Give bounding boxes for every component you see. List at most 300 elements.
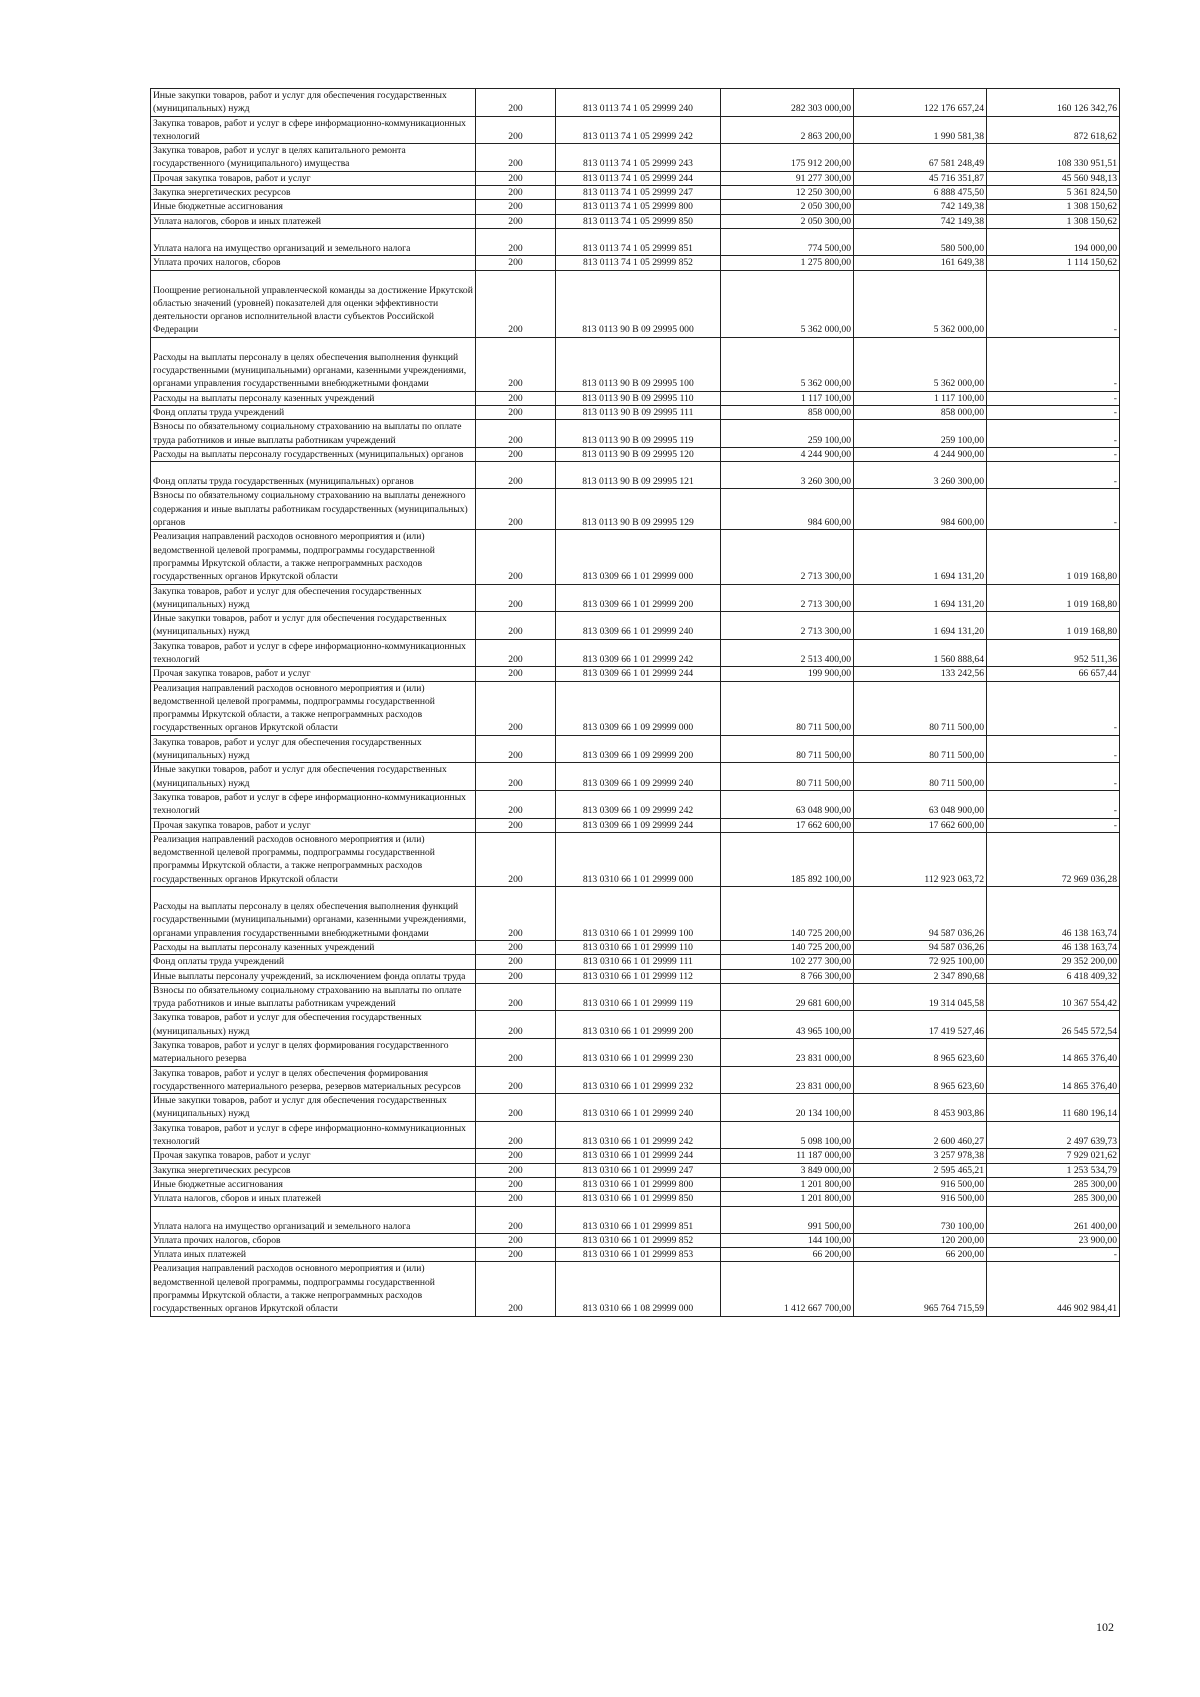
table-row (151, 584, 1120, 612)
budget-code-cell: 813 0113 90 В 09 29995 121 (556, 462, 721, 489)
unexecuted-amount-cell: 108 330 951,51 (987, 144, 1120, 172)
approved-amount-cell: 4 244 900,00 (721, 447, 854, 461)
expense-name-cell: Реализация направлений расходов основного мероприятия и (или) ведомственной целевой программы, подпрограммы государственной программы Иркутской области, а также непрограммных расходов государственных органов Иркутской области (151, 832, 476, 886)
budget-code-cell: 813 0309 66 1 09 29999 242 (556, 790, 721, 818)
expense-name-cell: Уплата налогов, сборов и иных платежей (151, 1192, 476, 1206)
unexecuted-amount-cell: 6 418 409,32 (987, 969, 1120, 983)
table-row (151, 818, 1120, 832)
budget-code-cell: 813 0113 74 1 05 29999 240 (556, 89, 721, 117)
budget-code-cell: 813 0309 66 1 09 29999 200 (556, 735, 721, 763)
unexecuted-amount-cell: - (987, 420, 1120, 448)
table-row (151, 790, 1120, 818)
executed-amount-cell: 72 925 100,00 (854, 955, 987, 969)
approved-amount-cell: 2 050 300,00 (721, 214, 854, 228)
table-row (151, 639, 1120, 667)
expense-type-cell: 200 (476, 171, 556, 185)
executed-amount-cell: 112 923 063,72 (854, 832, 987, 886)
expense-name-cell: Поощрение региональной управленческой команды за достижение Иркутской областью значений (уровней) показателей для оценки эффективности деятельности органов исполнительной власти субъектов Российской Федерации (151, 270, 476, 337)
table-row (151, 144, 1120, 172)
expense-type-cell: 200 (476, 214, 556, 228)
expense-name-cell: Иные закупки товаров, работ и услуг для обеспечения государственных (муниципальных) нужд (151, 89, 476, 117)
approved-amount-cell: 80 711 500,00 (721, 735, 854, 763)
executed-amount-cell: 1 694 131,20 (854, 584, 987, 612)
unexecuted-amount-cell: 66 657,44 (987, 667, 1120, 681)
budget-code-cell: 813 0113 74 1 05 29999 852 (556, 256, 721, 270)
expense-name-cell: Уплата налога на имущество организаций и земельного налога (151, 228, 476, 255)
budget-execution-table (150, 88, 1120, 1317)
expense-type-cell: 200 (476, 1248, 556, 1262)
unexecuted-amount-cell: 160 126 342,76 (987, 89, 1120, 117)
budget-code-cell: 813 0113 90 В 09 29995 120 (556, 447, 721, 461)
expense-type-cell: 200 (476, 1233, 556, 1247)
executed-amount-cell: 3 257 978,38 (854, 1149, 987, 1163)
executed-amount-cell: 17 419 527,46 (854, 1011, 987, 1039)
expense-name-cell: Иные бюджетные ассигнования (151, 1177, 476, 1191)
unexecuted-amount-cell: 952 511,36 (987, 639, 1120, 667)
expense-name-cell: Фонд оплаты труда государственных (муниципальных) органов (151, 462, 476, 489)
table-row (151, 612, 1120, 640)
expense-type-cell: 200 (476, 790, 556, 818)
unexecuted-amount-cell: 1 019 168,80 (987, 584, 1120, 612)
expense-type-cell: 200 (476, 1262, 556, 1316)
executed-amount-cell: 67 581 248,49 (854, 144, 987, 172)
unexecuted-amount-cell: 1 019 168,80 (987, 612, 1120, 640)
table-row (151, 391, 1120, 405)
expense-type-cell: 200 (476, 270, 556, 337)
unexecuted-amount-cell: - (987, 405, 1120, 419)
table-row (151, 735, 1120, 763)
approved-amount-cell: 1 201 800,00 (721, 1192, 854, 1206)
expense-type-cell: 200 (476, 584, 556, 612)
budget-code-cell: 813 0310 66 1 01 29999 240 (556, 1094, 721, 1122)
expense-type-cell: 200 (476, 489, 556, 530)
approved-amount-cell: 991 500,00 (721, 1206, 854, 1233)
expense-name-cell: Взносы по обязательному социальному страхованию на выплаты по оплате труда работников и иные выплаты работникам учреждений (151, 983, 476, 1011)
expense-type-cell: 200 (476, 1066, 556, 1094)
expense-name-cell: Иные закупки товаров, работ и услуг для обеспечения государственных (муниципальных) нужд (151, 763, 476, 791)
table-row (151, 1094, 1120, 1122)
expense-name-cell: Закупка товаров, работ и услуг для обеспечения государственных (муниципальных) нужд (151, 584, 476, 612)
approved-amount-cell: 80 711 500,00 (721, 763, 854, 791)
expense-name-cell: Закупка товаров, работ и услуг в сфере информационно-коммуникационных технологий (151, 1121, 476, 1149)
approved-amount-cell: 858 000,00 (721, 405, 854, 419)
unexecuted-amount-cell: 2 497 639,73 (987, 1121, 1120, 1149)
executed-amount-cell: 63 048 900,00 (854, 790, 987, 818)
table-row (151, 89, 1120, 117)
expense-type-cell: 200 (476, 955, 556, 969)
expense-type-cell: 200 (476, 1192, 556, 1206)
expense-name-cell: Прочая закупка товаров, работ и услуг (151, 818, 476, 832)
unexecuted-amount-cell: 1 114 150,62 (987, 256, 1120, 270)
budget-code-cell: 813 0113 74 1 05 29999 243 (556, 144, 721, 172)
executed-amount-cell: 19 314 045,58 (854, 983, 987, 1011)
expense-name-cell: Закупка товаров, работ и услуг в сфере информационно-коммуникационных технологий (151, 639, 476, 667)
table-row (151, 1248, 1120, 1262)
unexecuted-amount-cell: - (987, 818, 1120, 832)
expense-type-cell: 200 (476, 1121, 556, 1149)
expense-name-cell: Расходы на выплаты персоналу государственных (муниципальных) органов (151, 447, 476, 461)
budget-code-cell: 813 0113 74 1 05 29999 242 (556, 116, 721, 144)
unexecuted-amount-cell: 7 929 021,62 (987, 1149, 1120, 1163)
table-row (151, 1192, 1120, 1206)
executed-amount-cell: 133 242,56 (854, 667, 987, 681)
expense-name-cell: Иные закупки товаров, работ и услуг для обеспечения государственных (муниципальных) нужд (151, 612, 476, 640)
approved-amount-cell: 29 681 600,00 (721, 983, 854, 1011)
table-row (151, 462, 1120, 489)
approved-amount-cell: 80 711 500,00 (721, 681, 854, 735)
table-row (151, 667, 1120, 681)
table-row (151, 1039, 1120, 1067)
table-row (151, 405, 1120, 419)
table-row (151, 1149, 1120, 1163)
approved-amount-cell: 1 412 667 700,00 (721, 1262, 854, 1316)
unexecuted-amount-cell: 45 560 948,13 (987, 171, 1120, 185)
expense-name-cell: Закупка товаров, работ и услуг в сфере информационно-коммуникационных технологий (151, 116, 476, 144)
unexecuted-amount-cell: 285 300,00 (987, 1192, 1120, 1206)
table-row (151, 681, 1120, 735)
budget-code-cell: 813 0310 66 1 01 29999 247 (556, 1163, 721, 1177)
expense-type-cell: 200 (476, 186, 556, 200)
expense-type-cell: 200 (476, 1206, 556, 1233)
expense-type-cell: 200 (476, 667, 556, 681)
executed-amount-cell: 984 600,00 (854, 489, 987, 530)
table-row (151, 763, 1120, 791)
executed-amount-cell: 858 000,00 (854, 405, 987, 419)
approved-amount-cell: 102 277 300,00 (721, 955, 854, 969)
budget-code-cell: 813 0113 74 1 05 29999 850 (556, 214, 721, 228)
budget-code-cell: 813 0309 66 1 01 29999 244 (556, 667, 721, 681)
expense-type-cell: 200 (476, 1177, 556, 1191)
unexecuted-amount-cell: 1 308 150,62 (987, 214, 1120, 228)
executed-amount-cell: 2 595 465,21 (854, 1163, 987, 1177)
budget-code-cell: 813 0310 66 1 01 29999 110 (556, 940, 721, 954)
approved-amount-cell: 140 725 200,00 (721, 940, 854, 954)
expense-name-cell: Уплата прочих налогов, сборов (151, 1233, 476, 1247)
expense-type-cell: 200 (476, 1163, 556, 1177)
expense-type-cell: 200 (476, 612, 556, 640)
budget-code-cell: 813 0113 90 В 09 29995 119 (556, 420, 721, 448)
budget-code-cell: 813 0310 66 1 01 29999 200 (556, 1011, 721, 1039)
unexecuted-amount-cell: 1 019 168,80 (987, 530, 1120, 584)
unexecuted-amount-cell: 446 902 984,41 (987, 1262, 1120, 1316)
budget-code-cell: 813 0310 66 1 01 29999 232 (556, 1066, 721, 1094)
executed-amount-cell: 1 990 581,38 (854, 116, 987, 144)
executed-amount-cell: 5 362 000,00 (854, 337, 987, 391)
expense-name-cell: Реализация направлений расходов основного мероприятия и (или) ведомственной целевой программы, подпрограммы государственной программы Иркутской области, а также непрограммных расходов государственных органов Иркутской области (151, 530, 476, 584)
expense-name-cell: Расходы на выплаты персоналу в целях обеспечения выполнения функций государственными (муниципальными) органами, казенными учреждениями, органами управления государственными внебюджетными фондами (151, 337, 476, 391)
table-row (151, 940, 1120, 954)
expense-type-cell: 200 (476, 144, 556, 172)
approved-amount-cell: 5 098 100,00 (721, 1121, 854, 1149)
expense-type-cell: 200 (476, 447, 556, 461)
expense-type-cell: 200 (476, 1011, 556, 1039)
table-row (151, 1233, 1120, 1247)
expense-name-cell: Фонд оплаты труда учреждений (151, 405, 476, 419)
executed-amount-cell: 94 587 036,26 (854, 887, 987, 941)
executed-amount-cell: 80 711 500,00 (854, 735, 987, 763)
expense-type-cell: 200 (476, 530, 556, 584)
executed-amount-cell: 161 649,38 (854, 256, 987, 270)
expense-type-cell: 200 (476, 763, 556, 791)
budget-code-cell: 813 0113 90 В 09 29995 129 (556, 489, 721, 530)
unexecuted-amount-cell: 10 367 554,42 (987, 983, 1120, 1011)
budget-code-cell: 813 0113 90 В 09 29995 100 (556, 337, 721, 391)
executed-amount-cell: 80 711 500,00 (854, 763, 987, 791)
executed-amount-cell: 17 662 600,00 (854, 818, 987, 832)
table-body (151, 89, 1120, 1317)
executed-amount-cell: 80 711 500,00 (854, 681, 987, 735)
approved-amount-cell: 91 277 300,00 (721, 171, 854, 185)
approved-amount-cell: 11 187 000,00 (721, 1149, 854, 1163)
expense-type-cell: 200 (476, 983, 556, 1011)
executed-amount-cell: 6 888 475,50 (854, 186, 987, 200)
approved-amount-cell: 5 362 000,00 (721, 337, 854, 391)
executed-amount-cell: 4 244 900,00 (854, 447, 987, 461)
executed-amount-cell: 742 149,38 (854, 214, 987, 228)
executed-amount-cell: 965 764 715,59 (854, 1262, 987, 1316)
executed-amount-cell: 1 117 100,00 (854, 391, 987, 405)
expense-type-cell: 200 (476, 200, 556, 214)
expense-name-cell: Закупка товаров, работ и услуг для обеспечения государственных (муниципальных) нужд (151, 735, 476, 763)
budget-code-cell: 813 0113 74 1 05 29999 244 (556, 171, 721, 185)
table-row (151, 1177, 1120, 1191)
table-row (151, 447, 1120, 461)
executed-amount-cell: 8 965 623,60 (854, 1039, 987, 1067)
page-number: 102 (1096, 1620, 1114, 1634)
unexecuted-amount-cell: - (987, 790, 1120, 818)
expense-name-cell: Уплата прочих налогов, сборов (151, 256, 476, 270)
expense-type-cell: 200 (476, 681, 556, 735)
approved-amount-cell: 774 500,00 (721, 228, 854, 255)
budget-code-cell: 813 0309 66 1 09 29999 240 (556, 763, 721, 791)
executed-amount-cell: 580 500,00 (854, 228, 987, 255)
expense-name-cell: Реализация направлений расходов основного мероприятия и (или) ведомственной целевой программы, подпрограммы государственной программы Иркутской области, а также непрограммных расходов государственных органов Иркутской области (151, 681, 476, 735)
unexecuted-amount-cell: - (987, 1248, 1120, 1262)
approved-amount-cell: 17 662 600,00 (721, 818, 854, 832)
executed-amount-cell: 94 587 036,26 (854, 940, 987, 954)
expense-type-cell: 200 (476, 116, 556, 144)
executed-amount-cell: 1 694 131,20 (854, 612, 987, 640)
unexecuted-amount-cell: 285 300,00 (987, 1177, 1120, 1191)
budget-code-cell: 813 0310 66 1 01 29999 800 (556, 1177, 721, 1191)
approved-amount-cell: 175 912 200,00 (721, 144, 854, 172)
table-row (151, 955, 1120, 969)
unexecuted-amount-cell: - (987, 391, 1120, 405)
budget-code-cell: 813 0310 66 1 01 29999 242 (556, 1121, 721, 1149)
budget-code-cell: 813 0113 74 1 05 29999 247 (556, 186, 721, 200)
approved-amount-cell: 1 201 800,00 (721, 1177, 854, 1191)
executed-amount-cell: 916 500,00 (854, 1192, 987, 1206)
expense-name-cell: Иные бюджетные ассигнования (151, 200, 476, 214)
approved-amount-cell: 66 200,00 (721, 1248, 854, 1262)
approved-amount-cell: 43 965 100,00 (721, 1011, 854, 1039)
table-row (151, 1066, 1120, 1094)
expense-name-cell: Закупка товаров, работ и услуг в целях формирования государственного материального резерва (151, 1039, 476, 1067)
unexecuted-amount-cell: 23 900,00 (987, 1233, 1120, 1247)
budget-table-container (150, 88, 1117, 1317)
unexecuted-amount-cell: - (987, 763, 1120, 791)
unexecuted-amount-cell: - (987, 735, 1120, 763)
expense-type-cell: 200 (476, 832, 556, 886)
approved-amount-cell: 140 725 200,00 (721, 887, 854, 941)
expense-name-cell: Расходы на выплаты персоналу казенных учреждений (151, 940, 476, 954)
approved-amount-cell: 63 048 900,00 (721, 790, 854, 818)
budget-code-cell: 813 0309 66 1 01 29999 200 (556, 584, 721, 612)
expense-name-cell: Закупка товаров, работ и услуг в сфере информационно-коммуникационных технологий (151, 790, 476, 818)
expense-name-cell: Прочая закупка товаров, работ и услуг (151, 171, 476, 185)
executed-amount-cell: 1 694 131,20 (854, 530, 987, 584)
table-row (151, 171, 1120, 185)
unexecuted-amount-cell: - (987, 462, 1120, 489)
executed-amount-cell: 2 600 460,27 (854, 1121, 987, 1149)
budget-code-cell: 813 0113 74 1 05 29999 851 (556, 228, 721, 255)
unexecuted-amount-cell: 1 308 150,62 (987, 200, 1120, 214)
expense-name-cell: Взносы по обязательному социальному страхованию на выплаты денежного содержания и иные выплаты работникам государственных (муниципальных) органов (151, 489, 476, 530)
approved-amount-cell: 23 831 000,00 (721, 1066, 854, 1094)
expense-type-cell: 200 (476, 391, 556, 405)
approved-amount-cell: 2 713 300,00 (721, 530, 854, 584)
expense-type-cell: 200 (476, 405, 556, 419)
approved-amount-cell: 984 600,00 (721, 489, 854, 530)
executed-amount-cell: 916 500,00 (854, 1177, 987, 1191)
expense-type-cell: 200 (476, 735, 556, 763)
approved-amount-cell: 1 117 100,00 (721, 391, 854, 405)
budget-code-cell: 813 0310 66 1 01 29999 853 (556, 1248, 721, 1262)
executed-amount-cell: 2 347 890,68 (854, 969, 987, 983)
expense-name-cell: Иные закупки товаров, работ и услуг для обеспечения государственных (муниципальных) нужд (151, 1094, 476, 1122)
budget-code-cell: 813 0113 90 В 09 29995 111 (556, 405, 721, 419)
budget-code-cell: 813 0309 66 1 01 29999 240 (556, 612, 721, 640)
table-row (151, 420, 1120, 448)
budget-code-cell: 813 0310 66 1 01 29999 244 (556, 1149, 721, 1163)
table-row (151, 1011, 1120, 1039)
table-row (151, 832, 1120, 886)
budget-code-cell: 813 0310 66 1 01 29999 851 (556, 1206, 721, 1233)
approved-amount-cell: 282 303 000,00 (721, 89, 854, 117)
approved-amount-cell: 2 863 200,00 (721, 116, 854, 144)
executed-amount-cell: 742 149,38 (854, 200, 987, 214)
unexecuted-amount-cell: 46 138 163,74 (987, 940, 1120, 954)
expense-name-cell: Закупка энергетических ресурсов (151, 186, 476, 200)
unexecuted-amount-cell: 872 618,62 (987, 116, 1120, 144)
approved-amount-cell: 199 900,00 (721, 667, 854, 681)
unexecuted-amount-cell: 5 361 824,50 (987, 186, 1120, 200)
table-row (151, 983, 1120, 1011)
unexecuted-amount-cell: 261 400,00 (987, 1206, 1120, 1233)
budget-code-cell: 813 0310 66 1 01 29999 111 (556, 955, 721, 969)
unexecuted-amount-cell: 29 352 200,00 (987, 955, 1120, 969)
expense-type-cell: 200 (476, 1094, 556, 1122)
approved-amount-cell: 2 050 300,00 (721, 200, 854, 214)
budget-code-cell: 813 0310 66 1 01 29999 112 (556, 969, 721, 983)
executed-amount-cell: 8 453 903,86 (854, 1094, 987, 1122)
unexecuted-amount-cell: 72 969 036,28 (987, 832, 1120, 886)
table-row (151, 186, 1120, 200)
executed-amount-cell: 66 200,00 (854, 1248, 987, 1262)
unexecuted-amount-cell: - (987, 489, 1120, 530)
approved-amount-cell: 1 275 800,00 (721, 256, 854, 270)
executed-amount-cell: 8 965 623,60 (854, 1066, 987, 1094)
table-row (151, 1163, 1120, 1177)
table-row (151, 1262, 1120, 1316)
approved-amount-cell: 2 713 300,00 (721, 584, 854, 612)
expense-name-cell: Взносы по обязательному социальному страхованию на выплаты по оплате труда работников и иные выплаты работникам учреждений (151, 420, 476, 448)
expense-type-cell: 200 (476, 940, 556, 954)
approved-amount-cell: 20 134 100,00 (721, 1094, 854, 1122)
table-row (151, 489, 1120, 530)
expense-name-cell: Закупка энергетических ресурсов (151, 1163, 476, 1177)
budget-code-cell: 813 0310 66 1 01 29999 852 (556, 1233, 721, 1247)
expense-type-cell: 200 (476, 639, 556, 667)
expense-type-cell: 200 (476, 228, 556, 255)
expense-name-cell: Расходы на выплаты персоналу в целях обеспечения выполнения функций государственными (муниципальными) органами, казенными учреждениями, органами управления государственными внебюджетными фондами (151, 887, 476, 941)
table-row (151, 1121, 1120, 1149)
executed-amount-cell: 45 716 351,87 (854, 171, 987, 185)
expense-type-cell: 200 (476, 89, 556, 117)
expense-name-cell: Иные выплаты персоналу учреждений, за исключением фонда оплаты труда (151, 969, 476, 983)
unexecuted-amount-cell: 26 545 572,54 (987, 1011, 1120, 1039)
table-row (151, 270, 1120, 337)
table-row (151, 228, 1120, 255)
approved-amount-cell: 5 362 000,00 (721, 270, 854, 337)
expense-type-cell: 200 (476, 1039, 556, 1067)
expense-name-cell: Закупка товаров, работ и услуг в целях капитального ремонта государственного (муниципального) имущества (151, 144, 476, 172)
budget-code-cell: 813 0113 74 1 05 29999 800 (556, 200, 721, 214)
executed-amount-cell: 120 200,00 (854, 1233, 987, 1247)
budget-code-cell: 813 0113 90 В 09 29995 110 (556, 391, 721, 405)
unexecuted-amount-cell: 11 680 196,14 (987, 1094, 1120, 1122)
budget-code-cell: 813 0310 66 1 01 29999 850 (556, 1192, 721, 1206)
expense-name-cell: Уплата налогов, сборов и иных платежей (151, 214, 476, 228)
expense-type-cell: 200 (476, 1149, 556, 1163)
table-row (151, 116, 1120, 144)
budget-code-cell: 813 0309 66 1 01 29999 000 (556, 530, 721, 584)
executed-amount-cell: 3 260 300,00 (854, 462, 987, 489)
unexecuted-amount-cell: - (987, 270, 1120, 337)
budget-code-cell: 813 0309 66 1 01 29999 242 (556, 639, 721, 667)
approved-amount-cell: 259 100,00 (721, 420, 854, 448)
expense-name-cell: Уплата налога на имущество организаций и земельного налога (151, 1206, 476, 1233)
unexecuted-amount-cell: 1 253 534,79 (987, 1163, 1120, 1177)
budget-code-cell: 813 0310 66 1 01 29999 000 (556, 832, 721, 886)
executed-amount-cell: 730 100,00 (854, 1206, 987, 1233)
budget-code-cell: 813 0310 66 1 08 29999 000 (556, 1262, 721, 1316)
approved-amount-cell: 2 713 300,00 (721, 612, 854, 640)
expense-type-cell: 200 (476, 818, 556, 832)
table-row (151, 337, 1120, 391)
expense-name-cell: Закупка товаров, работ и услуг в целях обеспечения формирования государственного материального резерва, резервов материальных ресурсов (151, 1066, 476, 1094)
table-row (151, 1206, 1120, 1233)
expense-name-cell: Прочая закупка товаров, работ и услуг (151, 667, 476, 681)
table-row (151, 214, 1120, 228)
budget-code-cell: 813 0310 66 1 01 29999 230 (556, 1039, 721, 1067)
expense-type-cell: 200 (476, 337, 556, 391)
expense-type-cell: 200 (476, 420, 556, 448)
expense-name-cell: Реализация направлений расходов основного мероприятия и (или) ведомственной целевой программы, подпрограммы государственной программы Иркутской области, а также непрограммных расходов государственных органов Иркутской области (151, 1262, 476, 1316)
executed-amount-cell: 5 362 000,00 (854, 270, 987, 337)
executed-amount-cell: 122 176 657,24 (854, 89, 987, 117)
expense-name-cell: Фонд оплаты труда учреждений (151, 955, 476, 969)
budget-code-cell: 813 0310 66 1 01 29999 119 (556, 983, 721, 1011)
expense-name-cell: Закупка товаров, работ и услуг для обеспечения государственных (муниципальных) нужд (151, 1011, 476, 1039)
table-row (151, 256, 1120, 270)
expense-type-cell: 200 (476, 887, 556, 941)
unexecuted-amount-cell: 194 000,00 (987, 228, 1120, 255)
approved-amount-cell: 3 260 300,00 (721, 462, 854, 489)
budget-code-cell: 813 0113 90 В 09 29995 000 (556, 270, 721, 337)
expense-name-cell: Расходы на выплаты персоналу казенных учреждений (151, 391, 476, 405)
table-row (151, 969, 1120, 983)
